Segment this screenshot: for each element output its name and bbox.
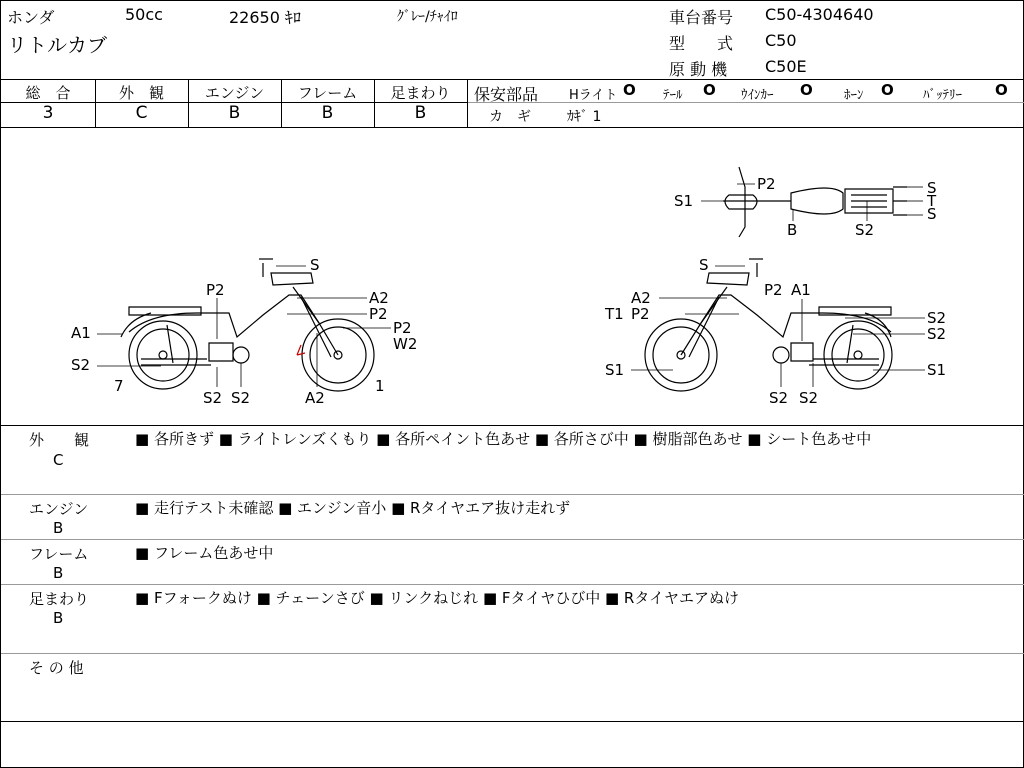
right-label-s1-left: S1 bbox=[605, 361, 625, 379]
right-label-s2-lower: S2 bbox=[927, 325, 947, 343]
left-label-s2-b: S2 bbox=[231, 389, 251, 407]
right-label-s1-right: S1 bbox=[927, 361, 947, 379]
type-value: C50 bbox=[765, 31, 797, 50]
top-label-s-lower: S bbox=[927, 205, 937, 223]
note-category-frame: フレーム bbox=[29, 545, 89, 563]
grade-value-overall: 3 bbox=[42, 103, 54, 123]
divider bbox=[1, 425, 1024, 426]
safety-item-headlight: Hライト bbox=[569, 88, 618, 103]
engine-value: C50E bbox=[765, 57, 807, 76]
safety-item-battery: ﾊﾞｯﾃﾘｰ bbox=[923, 88, 962, 103]
color: ｸﾞﾚｰ/ﾁｬｲﾛ bbox=[397, 9, 458, 25]
right-label-s2-a: S2 bbox=[769, 389, 789, 407]
frame-no-label: 車台番号 bbox=[669, 8, 734, 27]
grade-header-frame: フレーム bbox=[297, 84, 358, 102]
right-label-p2-mid: P2 bbox=[631, 305, 650, 323]
grade-value-frame: B bbox=[321, 103, 334, 123]
right-label-t1: T1 bbox=[605, 305, 624, 323]
displacement: 50cc bbox=[125, 5, 163, 24]
model-name: リトルカブ bbox=[7, 33, 107, 57]
right-side-labels bbox=[604, 256, 946, 407]
note-category-exterior: 外 観 bbox=[29, 431, 90, 449]
right-label-a1: A1 bbox=[791, 281, 811, 299]
top-label-s1: S1 bbox=[674, 192, 694, 210]
safety-label: 保安部品 bbox=[474, 85, 539, 104]
right-label-s: S bbox=[699, 256, 709, 274]
left-label-p2-top: P2 bbox=[206, 281, 225, 299]
safety-item-tail: ﾃｰﾙ bbox=[663, 88, 683, 103]
grade-header-exterior: 外 観 bbox=[118, 84, 164, 102]
note-grade-suspension: B bbox=[53, 609, 64, 627]
type-label: 型 式 bbox=[669, 34, 734, 53]
safety-mark-headlight: O bbox=[623, 81, 636, 99]
frame-no: C50-4304640 bbox=[765, 5, 874, 24]
divider bbox=[1, 653, 1024, 654]
right-side-bike-drawing bbox=[645, 259, 892, 391]
divider bbox=[467, 79, 468, 127]
grade-header-overall: 総 合 bbox=[25, 84, 71, 102]
damage-diagram bbox=[1, 127, 1024, 425]
grade-value-engine: B bbox=[228, 103, 241, 123]
grade-value-suspension: B bbox=[414, 103, 427, 123]
note-category-other: そ の 他 bbox=[29, 659, 84, 677]
note-grade-frame: B bbox=[53, 564, 64, 582]
left-label-a2-bottom: A2 bbox=[305, 389, 325, 407]
top-label-t: T bbox=[927, 192, 937, 210]
safety-mark-winker: O bbox=[800, 81, 813, 99]
safety-mark-horn: O bbox=[881, 81, 894, 99]
right-label-p2-top: P2 bbox=[764, 281, 783, 299]
left-label-p2-right: P2 bbox=[393, 319, 412, 337]
note-text-frame: ■ フレーム色あせ中 bbox=[135, 544, 274, 562]
note-category-suspension: 足まわり bbox=[29, 590, 90, 608]
safety-mark-tail: O bbox=[703, 81, 716, 99]
note-text-engine: ■ 走行テスト未確認 ■ エンジン音小 ■ Rタイヤエア抜け走れず bbox=[135, 499, 571, 517]
note-category-engine: エンジン bbox=[29, 500, 89, 518]
divider bbox=[1, 721, 1024, 722]
divider bbox=[1, 79, 1024, 80]
top-view-labels bbox=[674, 175, 937, 239]
make: ホンダ bbox=[7, 8, 55, 27]
right-label-s2-upper: S2 bbox=[927, 309, 947, 327]
note-text-suspension: ■ Fフォークぬけ ■ チェーンさび ■ リンクねじれ ■ Fタイヤひび中 ■ Rタイヤエアぬけ bbox=[135, 589, 740, 607]
divider bbox=[1, 494, 1024, 495]
left-label-a2-top: A2 bbox=[369, 289, 389, 307]
left-side-bike-drawing bbox=[121, 259, 374, 391]
mileage: 22650 ｷﾛ bbox=[229, 8, 301, 27]
divider bbox=[1, 539, 1024, 540]
top-label-p2: P2 bbox=[757, 175, 776, 193]
left-label-7: 7 bbox=[114, 377, 124, 395]
top-label-b: B bbox=[787, 221, 798, 239]
right-label-a2: A2 bbox=[631, 289, 651, 307]
top-view-bike-drawing bbox=[723, 167, 907, 237]
damage-mark bbox=[297, 345, 305, 355]
engine-label: 原 動 機 bbox=[669, 60, 728, 79]
top-label-s-upper: S bbox=[927, 179, 937, 197]
left-label-1: 1 bbox=[375, 377, 385, 395]
left-label-a1: A1 bbox=[71, 324, 91, 342]
key-label: カ ギ bbox=[489, 109, 531, 125]
note-grade-engine: B bbox=[53, 519, 64, 537]
grade-header-engine: エンジン bbox=[204, 84, 265, 102]
note-grade-exterior: C bbox=[53, 451, 64, 469]
safety-mark-battery: O bbox=[995, 81, 1008, 99]
safety-item-winker: ｳｲﾝｶｰ bbox=[741, 88, 774, 103]
left-label-s2-a: S2 bbox=[203, 389, 223, 407]
left-label-w2: W2 bbox=[393, 335, 418, 353]
note-text-exterior: ■ 各所きず ■ ライトレンズくもり ■ 各所ペイント色あせ ■ 各所さび中 ■ 樹脂部色あせ ■ シート色あせ中 bbox=[135, 430, 872, 448]
grade-value-exterior: C bbox=[135, 103, 148, 123]
grade-header-suspension: 足まわり bbox=[390, 84, 451, 102]
left-label-s: S bbox=[310, 256, 320, 274]
right-label-s2-b: S2 bbox=[799, 389, 819, 407]
left-label-s2-left: S2 bbox=[71, 356, 91, 374]
key-value: ｶｷﾞ 1 bbox=[567, 109, 602, 125]
divider bbox=[1, 584, 1024, 585]
left-label-p2-mid: P2 bbox=[369, 305, 388, 323]
safety-item-horn: ﾎｰﾝ bbox=[844, 88, 864, 103]
top-label-s2: S2 bbox=[855, 221, 875, 239]
